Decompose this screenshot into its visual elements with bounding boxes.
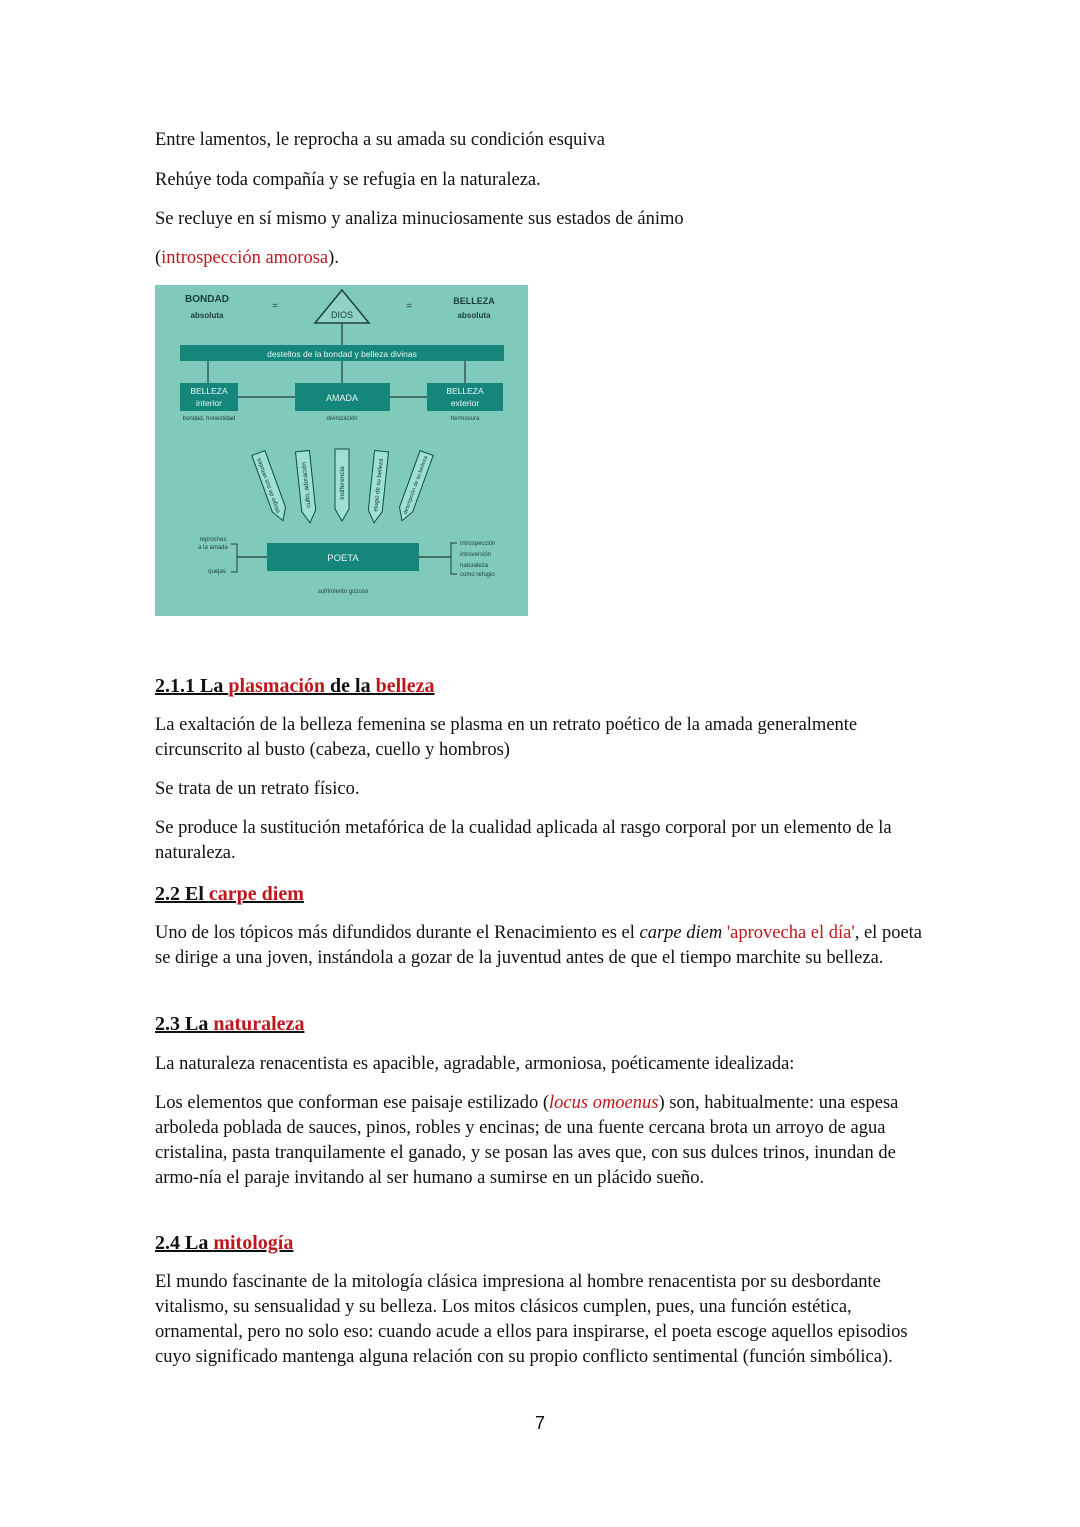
belleza-interior-sub: bondad, honestidad xyxy=(182,416,236,422)
arrow-5 xyxy=(395,451,433,523)
arrow-1 xyxy=(252,451,290,523)
s22-paragraph-1: Uno de los tópicos más difundidos durante el Renacimiento es el carpe diem 'aprovecha el día', el poeta se dirige a una joven, instándola a gozar de la juventud antes de que el tiempo marchite su belleza. xyxy=(155,923,923,968)
introspeccion-highlight: introspección amorosa xyxy=(161,248,329,268)
svg-text:elogio de su belleza: elogio de su belleza xyxy=(373,458,385,512)
quejas-label: quejas xyxy=(208,569,226,575)
belleza-interior-label-2: interior xyxy=(196,398,222,408)
arrow-4 xyxy=(367,450,388,523)
intro-line-1: Entre lamentos, le reprocha a su amada su condición esquiva xyxy=(155,130,606,150)
amada-sub: divinización xyxy=(326,416,358,422)
s24-paragraph-1: El mundo fascinante de la mitología clásica impresiona al hombre renacentista por su desbordante vitalismo, su sensualidad y su belleza. Los mitos clásicos cumplen, pues, una función estética, ornamental, pero no solo eso: cuando acude a ellos para inspirarse, el poeta escoge aquellos episodios cuyo significado mantenga alguna relación con su propio conflicto sentimental (función simbólica). xyxy=(155,1272,908,1367)
page-number: 7 xyxy=(534,1413,545,1433)
como-refugio-label: como refugio xyxy=(460,572,495,578)
introspeccion-label: introspección xyxy=(460,541,496,547)
heading-2-3: 2.3 La naturaleza xyxy=(155,1013,305,1035)
heading-2-1-1: 2.1.1 La plasmación de la belleza xyxy=(155,675,435,697)
reproches-label-1: reproches xyxy=(199,537,227,543)
belleza-exterior-sub: hermosura xyxy=(450,416,480,422)
equals-sign-1: = xyxy=(272,301,278,312)
belleza-interior-label-1: BELLEZA xyxy=(190,386,228,396)
arrow-2 xyxy=(295,450,316,523)
svg-text:indiferencia: indiferencia xyxy=(339,466,346,500)
introversion-label: introversión xyxy=(460,552,492,558)
s211-paragraph-1: La exaltación de la belleza femenina se plasma en un retrato poético de la amada generalmente circunscrito al busto (cabeza, cuello y hombros) xyxy=(155,715,858,760)
belleza-exterior-label-1: BELLEZA xyxy=(446,386,484,396)
s23-paragraph-1: La naturaleza renacentista es apacible, agradable, armoniosa, poéticamente idealizada: xyxy=(155,1054,795,1074)
poeta-sub: sufrimiento gozoso xyxy=(317,589,369,595)
svg-text:elogio de sus virtudes: elogio de sus virtudes xyxy=(256,457,282,514)
heading-2-4: 2.4 La mitología xyxy=(155,1232,294,1254)
bondad-sub-label: absoluta xyxy=(190,311,224,320)
naturaleza-label: naturaleza xyxy=(460,563,489,569)
s23-paragraph-2: Los elementos que conforman ese paisaje estilizado (locus omoenus) son, habitualmente: una espesa arboleda poblada de sauces, pinos, robles y encinas; de una fuente cercana brota un arroyo de agua cristalina, pasta tranquilamente el ganado, y se posan las aves que, con sus dulces trinos, inundan de armo-nía el paraje invitando al ser humano a sumirse en un plácido sueño. xyxy=(155,1093,899,1188)
intro-line-3: Se recluye en sí mismo y analiza minuciosamente sus estados de ánimo xyxy=(155,209,684,229)
belleza-absoluta-sub-label: absoluta xyxy=(457,311,491,320)
svg-text:culto, adoración: culto, adoración xyxy=(300,461,313,509)
intro-line-2: Rehúye toda compañía y se refugia en la naturaleza. xyxy=(155,170,541,190)
svg-text:descripción de su belleza: descripción de su belleza xyxy=(402,455,430,516)
destellos-label: destellos de la bondad y belleza divinas xyxy=(267,349,417,359)
equals-sign-2: = xyxy=(406,301,412,312)
dios-label: DIOS xyxy=(330,310,354,320)
s211-paragraph-2: Se trata de un retrato físico. xyxy=(155,779,360,799)
intro-line-4: (introspección amorosa). xyxy=(155,248,339,268)
arrow-3 xyxy=(335,449,349,521)
heading-2-2: 2.2 El carpe diem xyxy=(155,883,304,905)
bondad-label: BONDAD xyxy=(185,294,229,305)
belleza-exterior-label-2: exterior xyxy=(450,398,480,408)
reproches-label-2: a la amada xyxy=(198,545,228,551)
belleza-absoluta-label: BELLEZA xyxy=(453,296,495,306)
love-diagram-image xyxy=(155,285,528,616)
poeta-label: POETA xyxy=(327,553,359,564)
amada-label: AMADA xyxy=(325,393,359,403)
s211-paragraph-3: Se produce la sustitución metafórica de la cualidad aplicada al rasgo corporal por un elemento de la naturaleza. xyxy=(155,818,892,863)
